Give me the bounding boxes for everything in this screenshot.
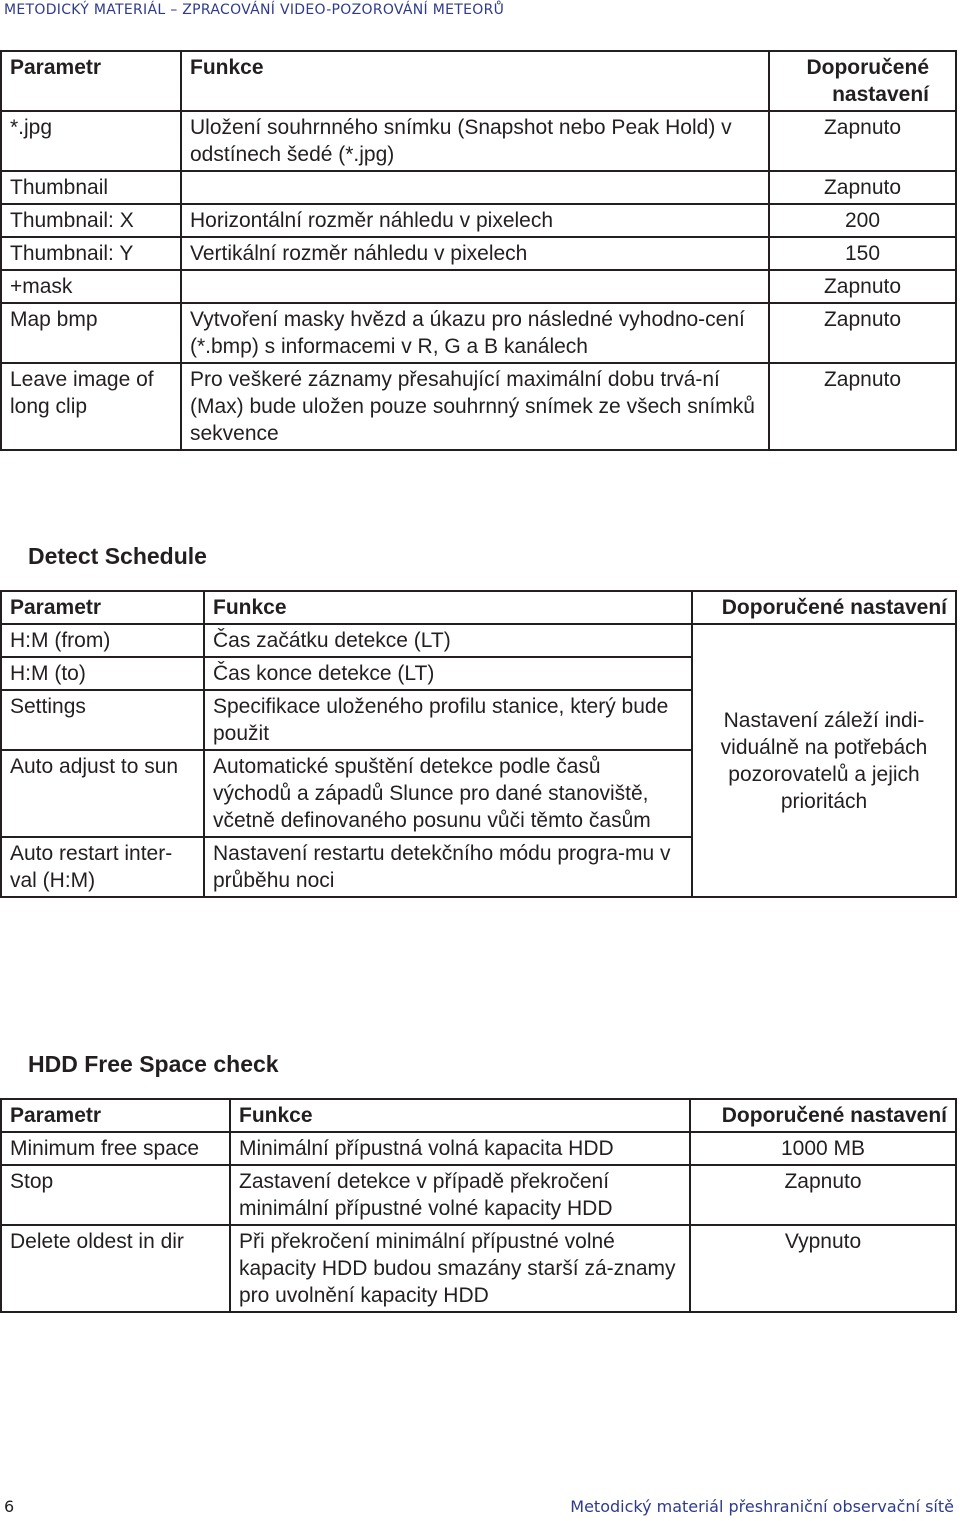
header-doporucene: Doporučené nastavení — [769, 51, 956, 111]
table-row — [1, 237, 956, 270]
table-row — [1, 171, 956, 204]
row-param: Stop — [1, 1165, 230, 1225]
row-param: Auto restart inter-val (H:M) — [1, 837, 204, 897]
row-param: +mask — [1, 270, 181, 303]
header-parametr: Parametr — [1, 591, 204, 624]
header-parametr: Parametr — [1, 1099, 230, 1132]
header-doporucene: Doporučené nastavení — [690, 1099, 956, 1132]
row-value: Zapnuto — [690, 1165, 956, 1225]
table-row — [1, 624, 956, 657]
row-param: Settings — [1, 690, 204, 750]
row-param: *.jpg — [1, 111, 181, 171]
table-row — [1, 1225, 956, 1312]
row-param: Map bmp — [1, 303, 181, 363]
parameters-table-1 — [0, 50, 957, 451]
footer-title: Metodický materiál přeshraniční observační sítě — [570, 1497, 954, 1516]
row-func — [181, 270, 769, 303]
row-func: Specifikace uloženého profilu stanice, který bude použit — [204, 690, 692, 750]
row-func: Vytvoření masky hvězd a úkazu pro následné vyhodno-cení (*.bmp) s informacemi v R, G a B kanálech — [181, 303, 769, 363]
table-row — [1, 1132, 956, 1165]
section-title-hdd-free-space: HDD Free Space check — [28, 1051, 279, 1077]
row-value: Zapnuto — [769, 303, 956, 363]
row-param: Thumbnail: Y — [1, 237, 181, 270]
page-number: 6 — [4, 1497, 15, 1516]
row-value: Vypnuto — [690, 1225, 956, 1312]
row-value: Zapnuto — [769, 111, 956, 171]
detect-schedule-table — [0, 590, 957, 898]
table-row — [1, 204, 956, 237]
header-doporucene: Doporučené nastavení — [692, 591, 956, 624]
header-funkce: Funkce — [230, 1099, 690, 1132]
row-param: Auto adjust to sun — [1, 750, 204, 837]
merged-value-cell: Nastavení záleží indi-viduálně na potřebách pozorovatelů a jejich prioritách — [692, 624, 956, 897]
row-func: Čas konce detekce (LT) — [204, 657, 692, 690]
row-value: 200 — [769, 204, 956, 237]
section-title-detect-schedule: Detect Schedule — [28, 543, 207, 569]
row-param: Thumbnail: X — [1, 204, 181, 237]
row-func: Čas začátku detekce (LT) — [204, 624, 692, 657]
row-param: Delete oldest in dir — [1, 1225, 230, 1312]
table-header-row — [1, 591, 956, 624]
row-func: Nastavení restartu detekčního módu progra-mu v průběhu noci — [204, 837, 692, 897]
row-func — [181, 171, 769, 204]
row-func: Vertikální rozměr náhledu v pixelech — [181, 237, 769, 270]
row-value: 1000 MB — [690, 1132, 956, 1165]
table-header-row — [1, 51, 956, 111]
row-value: Zapnuto — [769, 363, 956, 450]
table-row — [1, 363, 956, 450]
row-func: Uložení souhrnného snímku (Snapshot nebo Peak Hold) v odstínech šedé (*.jpg) — [181, 111, 769, 171]
row-value: 150 — [769, 237, 956, 270]
running-header: METODICKÝ MATERIÁL – ZPRACOVÁNÍ VIDEO-POZOROVÁNÍ METEORŮ — [4, 2, 505, 18]
table-row — [1, 111, 956, 171]
row-func: Horizontální rozměr náhledu v pixelech — [181, 204, 769, 237]
row-func: Zastavení detekce v případě překročení minimální přípustné volné kapacity HDD — [230, 1165, 690, 1225]
row-func: Při překročení minimální přípustné volné kapacity HDD budou smazány starší zá-znamy pro uvolnění kapacity HDD — [230, 1225, 690, 1312]
table-header-row — [1, 1099, 956, 1132]
row-func: Automatické spuštění detekce podle časů východů a západů Slunce pro dané stanoviště, včetně definovaného posunu vůči těmto časům — [204, 750, 692, 837]
row-value: Zapnuto — [769, 171, 956, 204]
table-row — [1, 303, 956, 363]
table-row — [1, 270, 956, 303]
header-funkce: Funkce — [181, 51, 769, 111]
row-param: Minimum free space — [1, 1132, 230, 1165]
table-row — [1, 1165, 956, 1225]
row-func: Minimální přípustná volná kapacita HDD — [230, 1132, 690, 1165]
header-parametr: Parametr — [1, 51, 181, 111]
row-param: H:M (to) — [1, 657, 204, 690]
row-param: H:M (from) — [1, 624, 204, 657]
hdd-free-space-table — [0, 1098, 957, 1313]
row-func: Pro veškeré záznamy přesahující maximální dobu trvá-ní (Max) bude uložen pouze souhrnný snímek ze všech snímků sekvence — [181, 363, 769, 450]
row-param: Leave image of long clip — [1, 363, 181, 450]
header-funkce: Funkce — [204, 591, 692, 624]
row-param: Thumbnail — [1, 171, 181, 204]
row-value: Zapnuto — [769, 270, 956, 303]
